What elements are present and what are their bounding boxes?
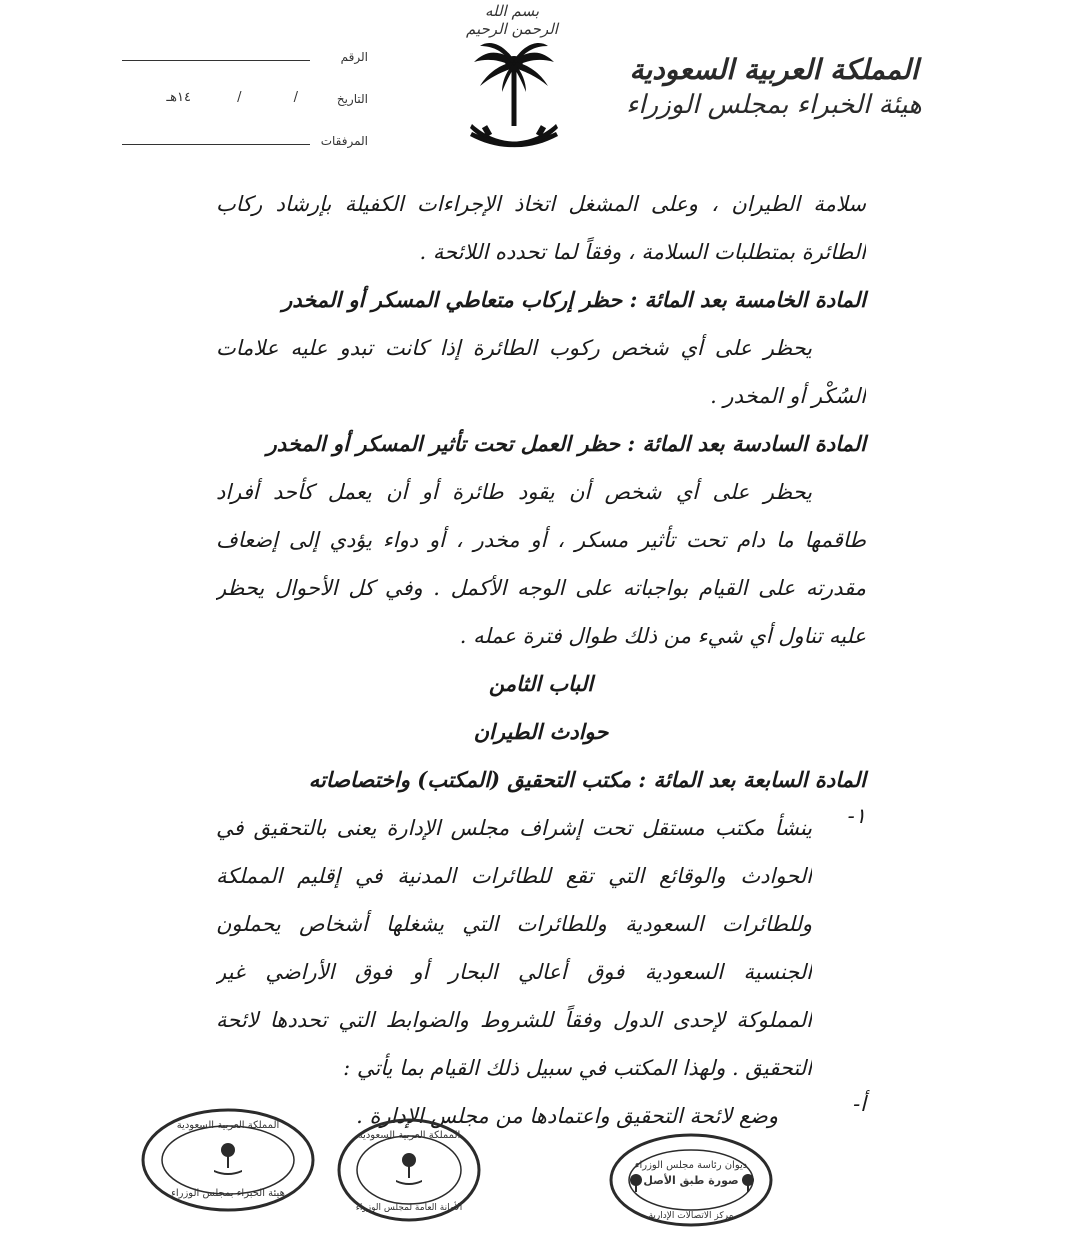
body-line: وضع لائحة التحقيق واعتمادها من مجلس الإدارة . [356, 1104, 778, 1128]
seal-stamp-middle-icon [334, 1114, 484, 1226]
ref-number-label: الرقم [340, 50, 368, 64]
date-label: التاريخ [336, 92, 368, 106]
reference-block [118, 50, 368, 176]
article-105-heading: المادة الخامسة بعد المائة : حظر إركاب متعاطي المسكر أو المخدر [282, 287, 866, 312]
ref-number-row [118, 50, 368, 92]
body-line: يحظر على أي شخص ركوب الطائرة إذا كانت تبدو عليه علامات [216, 336, 812, 360]
stamp-right-outer-text: ديوان رئاسة مجلس الوزراء [634, 1160, 748, 1171]
body-line: السُكْر أو المخدر . [710, 384, 866, 408]
item-marker: أ- [853, 1092, 866, 1116]
date-separators: / / [237, 90, 298, 105]
body-line: التحقيق . ولهذا المكتب في سبيل ذلك القيام بما يأتي : [343, 1056, 812, 1080]
chapter-title: الباب الثامن [488, 671, 594, 696]
stamp-right-mid-text: صورة طبق الأصل [643, 1174, 739, 1187]
stamp-middle-bottom-text: الأمانة العامة لمجلس الوزراء [355, 1203, 463, 1213]
date-suffix: ١٤هـ [166, 90, 191, 105]
seal-stamp-right-icon [606, 1130, 776, 1230]
seal-stamp-left-icon [138, 1104, 318, 1216]
palm-swords-emblem-icon [466, 40, 562, 160]
date-row [118, 92, 368, 134]
date-slots [118, 90, 298, 105]
attachments-row [118, 134, 368, 176]
body-line: وللطائرات السعودية وللطائرات التي يشغلها أشخاص يحملون [216, 912, 812, 936]
attachments-line [122, 144, 310, 145]
organization-title [624, 52, 924, 122]
basmala: بسم الله الرحمن الرحيم [466, 2, 558, 38]
body-line: الجنسية السعودية فوق أعالي البحار أو فوق الأراضي غير [216, 960, 812, 984]
body-line: يحظر على أي شخص أن يقود طائرة أو أن يعمل كأحد أفراد [216, 480, 812, 504]
article-107-heading: المادة السابعة بعد المائة : مكتب التحقيق (المكتب) واختصاصاته [308, 767, 866, 792]
ref-number-line [122, 60, 310, 61]
body-line: مقدرته على القيام بواجباته على الوجه الأكمل . وفي كل الأحوال يحظر [216, 576, 866, 600]
body-line: المملوكة لإحدى الدول وفقاً للشروط والضوابط التي تحددها لائحة [216, 1008, 812, 1032]
body-line: الحوادث والوقائع التي تقع للطائرات المدنية في إقليم المملكة [216, 864, 812, 888]
article-106-heading: المادة السادسة بعد المائة : حظر العمل تحت تأثير المسكر أو المخدر [266, 431, 866, 456]
item-marker: ١- [847, 804, 866, 828]
kingdom-name: المملكة العربية السعودية [629, 53, 919, 86]
stamp-middle-outer-text: المملكة العربية السعودية [357, 1130, 461, 1141]
stamp-left-bottom-text: هيئة الخبراء بمجلس الوزراء [171, 1188, 285, 1199]
attachments-label: المرفقات [320, 134, 368, 148]
stamp-left-outer-text: المملكة العربية السعودية [176, 1120, 280, 1131]
body-line: عليه تناول أي شيء من ذلك طوال فترة عمله . [459, 624, 866, 648]
body-line: ينشأ مكتب مستقل تحت إشراف مجلس الإدارة يعنى بالتحقيق في [216, 816, 812, 840]
body-line: سلامة الطيران ، وعلى المشغل اتخاذ الإجراءات الكفيلة بإرشاد ركاب [216, 192, 866, 216]
body-line: طاقمها ما دام تحت تأثير مسكر ، أو مخدر ، أو دواء يؤدي إلى إضعاف [216, 528, 866, 552]
list-item [216, 804, 866, 1092]
body-line: الطائرة بمتطلبات السلامة ، وفقاً لما تحدده اللائحة . [419, 240, 866, 264]
agency-name: هيئة الخبراء بمجلس الوزراء [626, 90, 922, 120]
document-body [216, 180, 866, 1140]
chapter-subtitle: حوادث الطيران [473, 719, 609, 744]
stamp-right-bottom-text: مركز الاتصالات الإدارية [648, 1211, 734, 1221]
